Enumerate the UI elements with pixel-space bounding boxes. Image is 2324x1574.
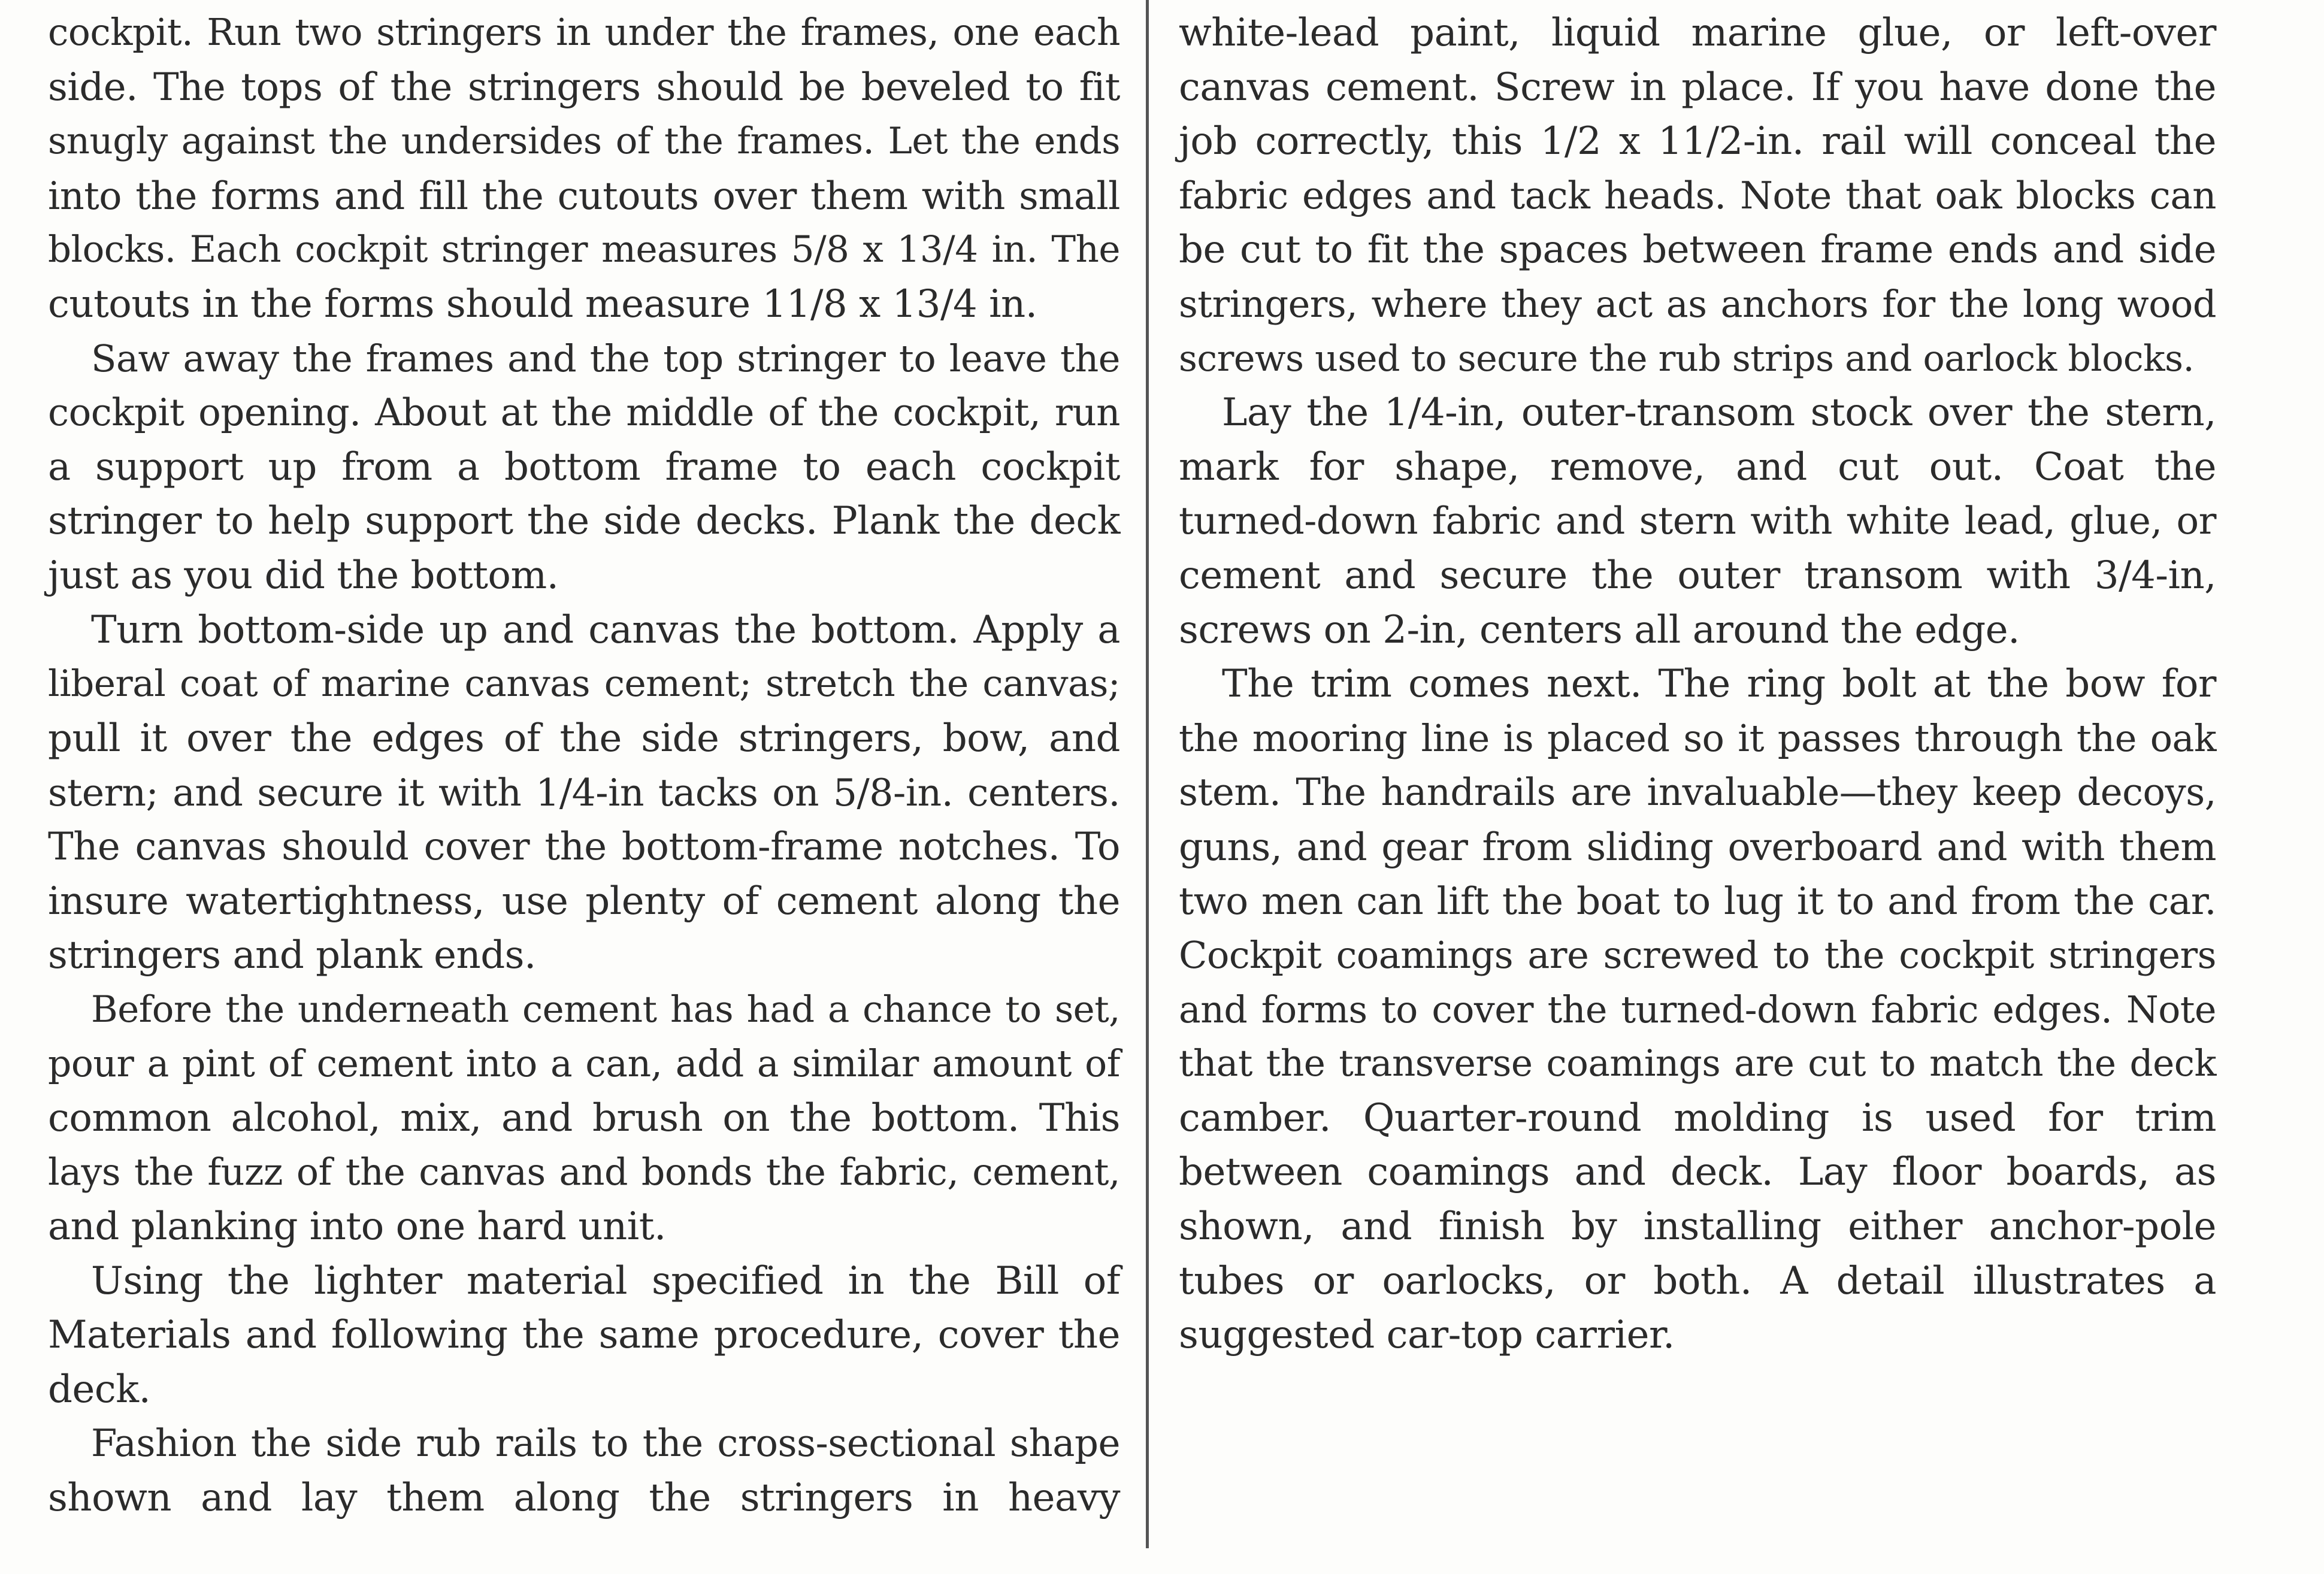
text-line: Before the underneath cement has had a chance to set, <box>91 988 1120 1031</box>
paragraph <box>48 332 1120 603</box>
text-line: the mooring line is placed so it passes through the oak <box>1179 716 2216 760</box>
text-line: deck. <box>48 1367 151 1412</box>
text-line: mark for shape, remove, and cut out. Coat the <box>1179 444 2216 489</box>
column-divider <box>1146 0 1149 1548</box>
text-line: job correctly, this 1/2 x 11/2-in. rail will conceal the <box>1179 119 2216 164</box>
text-line: The canvas should cover the bottom-frame notches. To <box>48 824 1120 869</box>
text-line: insure watertightness, use plenty of cement along the <box>48 879 1120 924</box>
text-line: stem. The handrails are invaluable—they keep decoys, <box>1179 770 2216 815</box>
text-line: Using the lighter material specified in the Bill of <box>91 1258 1120 1303</box>
text-line: fabric edges and tack heads. Note that oak blocks can <box>1179 173 2216 217</box>
text-line: stringers, where they act as anchors for the long wood <box>1179 282 2216 326</box>
text-line: Fashion the side rub rails to the cross-sectional shape <box>91 1421 1120 1466</box>
text-line: cockpit. Run two stringers in under the frames, one each <box>48 11 1120 54</box>
paragraph <box>48 6 1120 332</box>
text-line: and forms to cover the turned-down fabric edges. Note <box>1179 988 2216 1031</box>
text-line: blocks. Each cockpit stringer measures 5/8 x 13/4 in. The <box>48 228 1120 271</box>
paragraph <box>48 1416 1120 1525</box>
text-line: white-lead paint, liquid marine glue, or left-over <box>1179 11 2216 55</box>
text-line: shown and lay them along the stringers in heavy <box>48 1476 1120 1521</box>
text-line: cutouts in the forms should measure 11/8 x 13/4 in. <box>48 281 1037 326</box>
text-line: screws used to secure the rub strips and oarlock blocks. <box>1179 337 2195 380</box>
text-line: guns, and gear from sliding overboard and with them <box>1179 824 2216 869</box>
paragraph <box>48 1254 1120 1417</box>
paragraph <box>48 983 1120 1254</box>
text-line: liberal coat of marine canvas cement; stretch the canvas; <box>48 662 1120 706</box>
text-line: tubes or oarlocks, or both. A detail illustrates a <box>1179 1258 2216 1303</box>
text-line: suggested car-top carrier. <box>1179 1313 1675 1358</box>
text-line: lays the fuzz of the canvas and bonds the fabric, cement, <box>48 1151 1120 1194</box>
text-line: stern; and secure it with 1/4-in tacks on 5/8-in. centers. <box>48 770 1120 815</box>
right-column <box>1179 6 2216 1363</box>
text-line: canvas cement. Screw in place. If you have done the <box>1179 65 2216 110</box>
text-line: pour a pint of cement into a can, add a similar amount of <box>48 1042 1120 1086</box>
text-line: pull it over the edges of the side stringers, bow, and <box>48 716 1120 761</box>
text-line: that the transverse coamings are cut to match the deck <box>1179 1042 2216 1085</box>
text-line: shown, and finish by installing either anchor-pole <box>1179 1204 2216 1249</box>
text-line: a support up from a bottom frame to each cockpit <box>48 444 1120 489</box>
left-column <box>48 6 1120 1525</box>
text-line: Materials and following the same procedure, cover the <box>48 1313 1120 1358</box>
text-line: snugly against the undersides of the frames. Let the ends <box>48 120 1120 163</box>
text-line: side. The tops of the stringers should be beveled to fit <box>48 65 1120 110</box>
paragraph <box>48 603 1120 983</box>
text-line: Lay the 1/4-in, outer-transom stock over the stern, <box>1222 391 2216 435</box>
text-line: just as you did the bottom. <box>48 553 559 598</box>
paragraph <box>1179 657 2216 1363</box>
text-line: be cut to fit the spaces between frame ends and side <box>1179 228 2216 273</box>
text-line: turned-down fabric and stern with white lead, glue, or <box>1179 499 2216 543</box>
text-line: common alcohol, mix, and brush on the bottom. This <box>48 1095 1120 1140</box>
text-line: Turn bottom-side up and canvas the bottom. Apply a <box>91 607 1120 652</box>
text-line: camber. Quarter-round molding is used for trim <box>1179 1095 2216 1140</box>
text-line: and planking into one hard unit. <box>48 1204 666 1249</box>
text-line: cockpit opening. About at the middle of the cockpit, run <box>48 391 1120 435</box>
text-line: between coamings and deck. Lay floor boards, as <box>1179 1150 2216 1195</box>
text-line: Saw away the frames and the top stringer to leave the <box>91 336 1120 380</box>
text-line: into the forms and fill the cutouts over them with small <box>48 173 1120 218</box>
text-line: Cockpit coamings are screwed to the cockpit stringers <box>1179 933 2216 977</box>
text-line: The trim comes next. The ring bolt at the bow for <box>1222 662 2216 707</box>
paragraph <box>1179 386 2216 657</box>
text-line: stringers and plank ends. <box>48 933 536 978</box>
text-line: screws on 2-in, centers all around the edge. <box>1179 607 2020 652</box>
paragraph <box>1179 6 2216 386</box>
text-line: cement and secure the outer transom with 3/4-in, <box>1179 553 2216 598</box>
text-line: two men can lift the boat to lug it to and from the car. <box>1179 879 2216 923</box>
text-line: stringer to help support the side decks. Plank the deck <box>48 499 1120 544</box>
